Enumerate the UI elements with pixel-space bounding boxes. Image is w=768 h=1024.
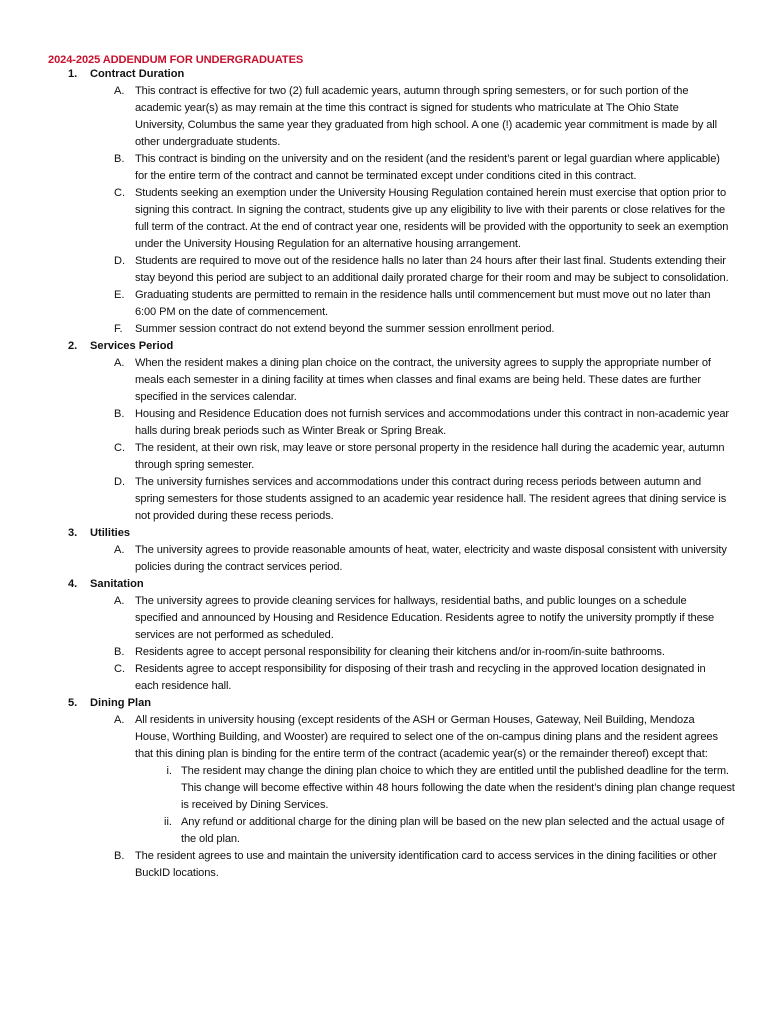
clause-text: This contract is binding on the university and on the resident (and the resident’s parent or legal guardian where applicable) for the entire term of the contract and cannot be terminated except under conditions cited in this contract. <box>135 153 720 182</box>
clause-text: The university furnishes services and accommodations under this contract during recess periods between autumn and spring semesters for those students assigned to an academic year residence hall. The resident agrees that dining service is not provided during these recess periods. <box>135 476 727 522</box>
clause-letter: A. <box>114 714 125 726</box>
clause-letter: B. <box>114 646 125 658</box>
clause-letter: F. <box>114 323 123 335</box>
clause-item <box>0 406 768 440</box>
subclause-number: ii. <box>163 816 172 828</box>
subclause-text: The resident may change the dining plan choice to which they are entitled until the published deadline for the term. This change will become effective within 48 hours following the date when the resident’s dining plan change request is received by Dining Services. <box>181 765 735 811</box>
section <box>0 525 768 576</box>
clause-item <box>0 848 768 882</box>
clause-item <box>0 83 768 151</box>
clause-list <box>0 593 768 695</box>
clause-item <box>0 440 768 474</box>
clause-text: All residents in university housing (except residents of the ASH or German Houses, Gateway, Neil Building, Mendoza House, Worthing Building, and Wooster) are required to select one of the on-campus dining plans and the resident agrees that this dining plan is binding for the entire term of the contract (academic year(s) or the remainder thereof) except that: <box>135 714 718 760</box>
section-title: Contract Duration <box>90 68 185 80</box>
clause-item <box>0 151 768 185</box>
section-list <box>0 66 768 882</box>
section <box>0 576 768 695</box>
subclause-item <box>0 763 768 814</box>
section-title: Services Period <box>90 340 174 352</box>
clause-letter: D. <box>114 255 126 267</box>
clause-letter: E. <box>114 289 125 301</box>
clause-text: This contract is effective for two (2) full academic years, autumn through spring semesters, or for such portion of the academic year(s) as may remain at the time this contract is signed for students who matriculate at The Ohio State University, Columbus the same year they graduated from high school. A one (!) academic year commitment is made by all other undergraduate students. <box>135 85 717 148</box>
clause-item <box>0 661 768 695</box>
clause-text: Residents agree to accept responsibility for disposing of their trash and recycling in the approved location designated in each residence hall. <box>135 663 706 692</box>
subclause-number: i. <box>166 765 172 777</box>
clause-text: Housing and Residence Education does not furnish services and accommodations under this contract in non-academic year halls during break periods such as Winter Break or Spring Break. <box>135 408 729 437</box>
clause-text: When the resident makes a dining plan choice on the contract, the university agrees to supply the appropriate number of meals each semester in a dining facility at times when classes and final exams are being held. These dates are further specified in the services calendar. <box>135 357 711 403</box>
section-heading <box>0 66 768 83</box>
section-heading <box>0 695 768 712</box>
section-heading <box>0 576 768 593</box>
clause-list <box>0 712 768 882</box>
section <box>0 66 768 338</box>
clause-item <box>0 287 768 321</box>
section-title: Dining Plan <box>90 697 152 709</box>
clause-letter: A. <box>114 544 125 556</box>
clause-list <box>0 355 768 525</box>
clause-text: Residents agree to accept personal responsibility for cleaning their kitchens and/or in-room/in-suite bathrooms. <box>135 646 665 658</box>
clause-item <box>0 474 768 525</box>
clause-text: The resident, at their own risk, may leave or store personal property in the residence hall during the academic year, autumn through spring semester. <box>135 442 725 471</box>
section-number: 2. <box>68 340 78 352</box>
clause-letter: B. <box>114 153 125 165</box>
section-heading <box>0 338 768 355</box>
section-number: 3. <box>68 527 78 539</box>
clause-text: Summer session contract do not extend beyond the summer session enrollment period. <box>135 323 555 335</box>
clause-letter: A. <box>114 595 125 607</box>
clause-letter: A. <box>114 85 125 97</box>
clause-text: Students are required to move out of the residence halls no later than 24 hours after their last final. Students extending their stay beyond this period are subject to an additional daily prorated charge for their room and may be subject to consolidation. <box>135 255 729 284</box>
clause-text: The university agrees to provide reasonable amounts of heat, water, electricity and waste disposal consistent with university policies during the contract services period. <box>135 544 727 573</box>
clause-list <box>0 83 768 338</box>
subclause-list <box>0 763 768 848</box>
section-title: Utilities <box>90 527 131 539</box>
clause-letter: C. <box>114 442 126 454</box>
clause-item <box>0 542 768 576</box>
clause-text: Graduating students are permitted to remain in the residence halls until commencement but must move out no later than 6:00 PM on the date of commencement. <box>135 289 711 318</box>
clause-item <box>0 593 768 644</box>
section-number: 4. <box>68 578 78 590</box>
section-number: 5. <box>68 697 78 709</box>
clause-letter: C. <box>114 187 126 199</box>
clause-item <box>0 185 768 253</box>
section <box>0 338 768 525</box>
clause-item <box>0 253 768 287</box>
clause-item <box>0 712 768 848</box>
clause-item <box>0 355 768 406</box>
document-title: 2024-2025 ADDENDUM FOR UNDERGRADUATES <box>48 54 304 66</box>
clause-text: The university agrees to provide cleaning services for hallways, residential baths, and public lounges on a schedule specified and announced by Housing and Residence Education. Residents agree to notify the university promptly if these services are not performed as scheduled. <box>135 595 715 641</box>
section-title: Sanitation <box>90 578 144 590</box>
clause-list <box>0 542 768 576</box>
section-number: 1. <box>68 68 78 80</box>
subclause-text: Any refund or additional charge for the dining plan will be based on the new plan selected and the actual usage of the old plan. <box>181 816 725 845</box>
section <box>0 695 768 882</box>
clause-text: The resident agrees to use and maintain the university identification card to access services in the dining facilities or other BuckID locations. <box>135 850 717 879</box>
clause-letter: C. <box>114 663 126 675</box>
clause-item <box>0 644 768 661</box>
clause-text: Students seeking an exemption under the University Housing Regulation contained herein must exercise that option prior to signing this contract. In signing the contract, students give up any eligibility to live with their parents or close relatives for the full term of the contract. At the end of contract year one, residents will be provided with the opportunity to seek an exemption under the University Housing Regulation for an alternative housing arrangement. <box>135 187 729 250</box>
subclause-item <box>0 814 768 848</box>
clause-letter: A. <box>114 357 125 369</box>
section-heading <box>0 525 768 542</box>
clause-letter: B. <box>114 408 125 420</box>
clause-letter: D. <box>114 476 126 488</box>
clause-letter: B. <box>114 850 125 862</box>
clause-item <box>0 321 768 338</box>
